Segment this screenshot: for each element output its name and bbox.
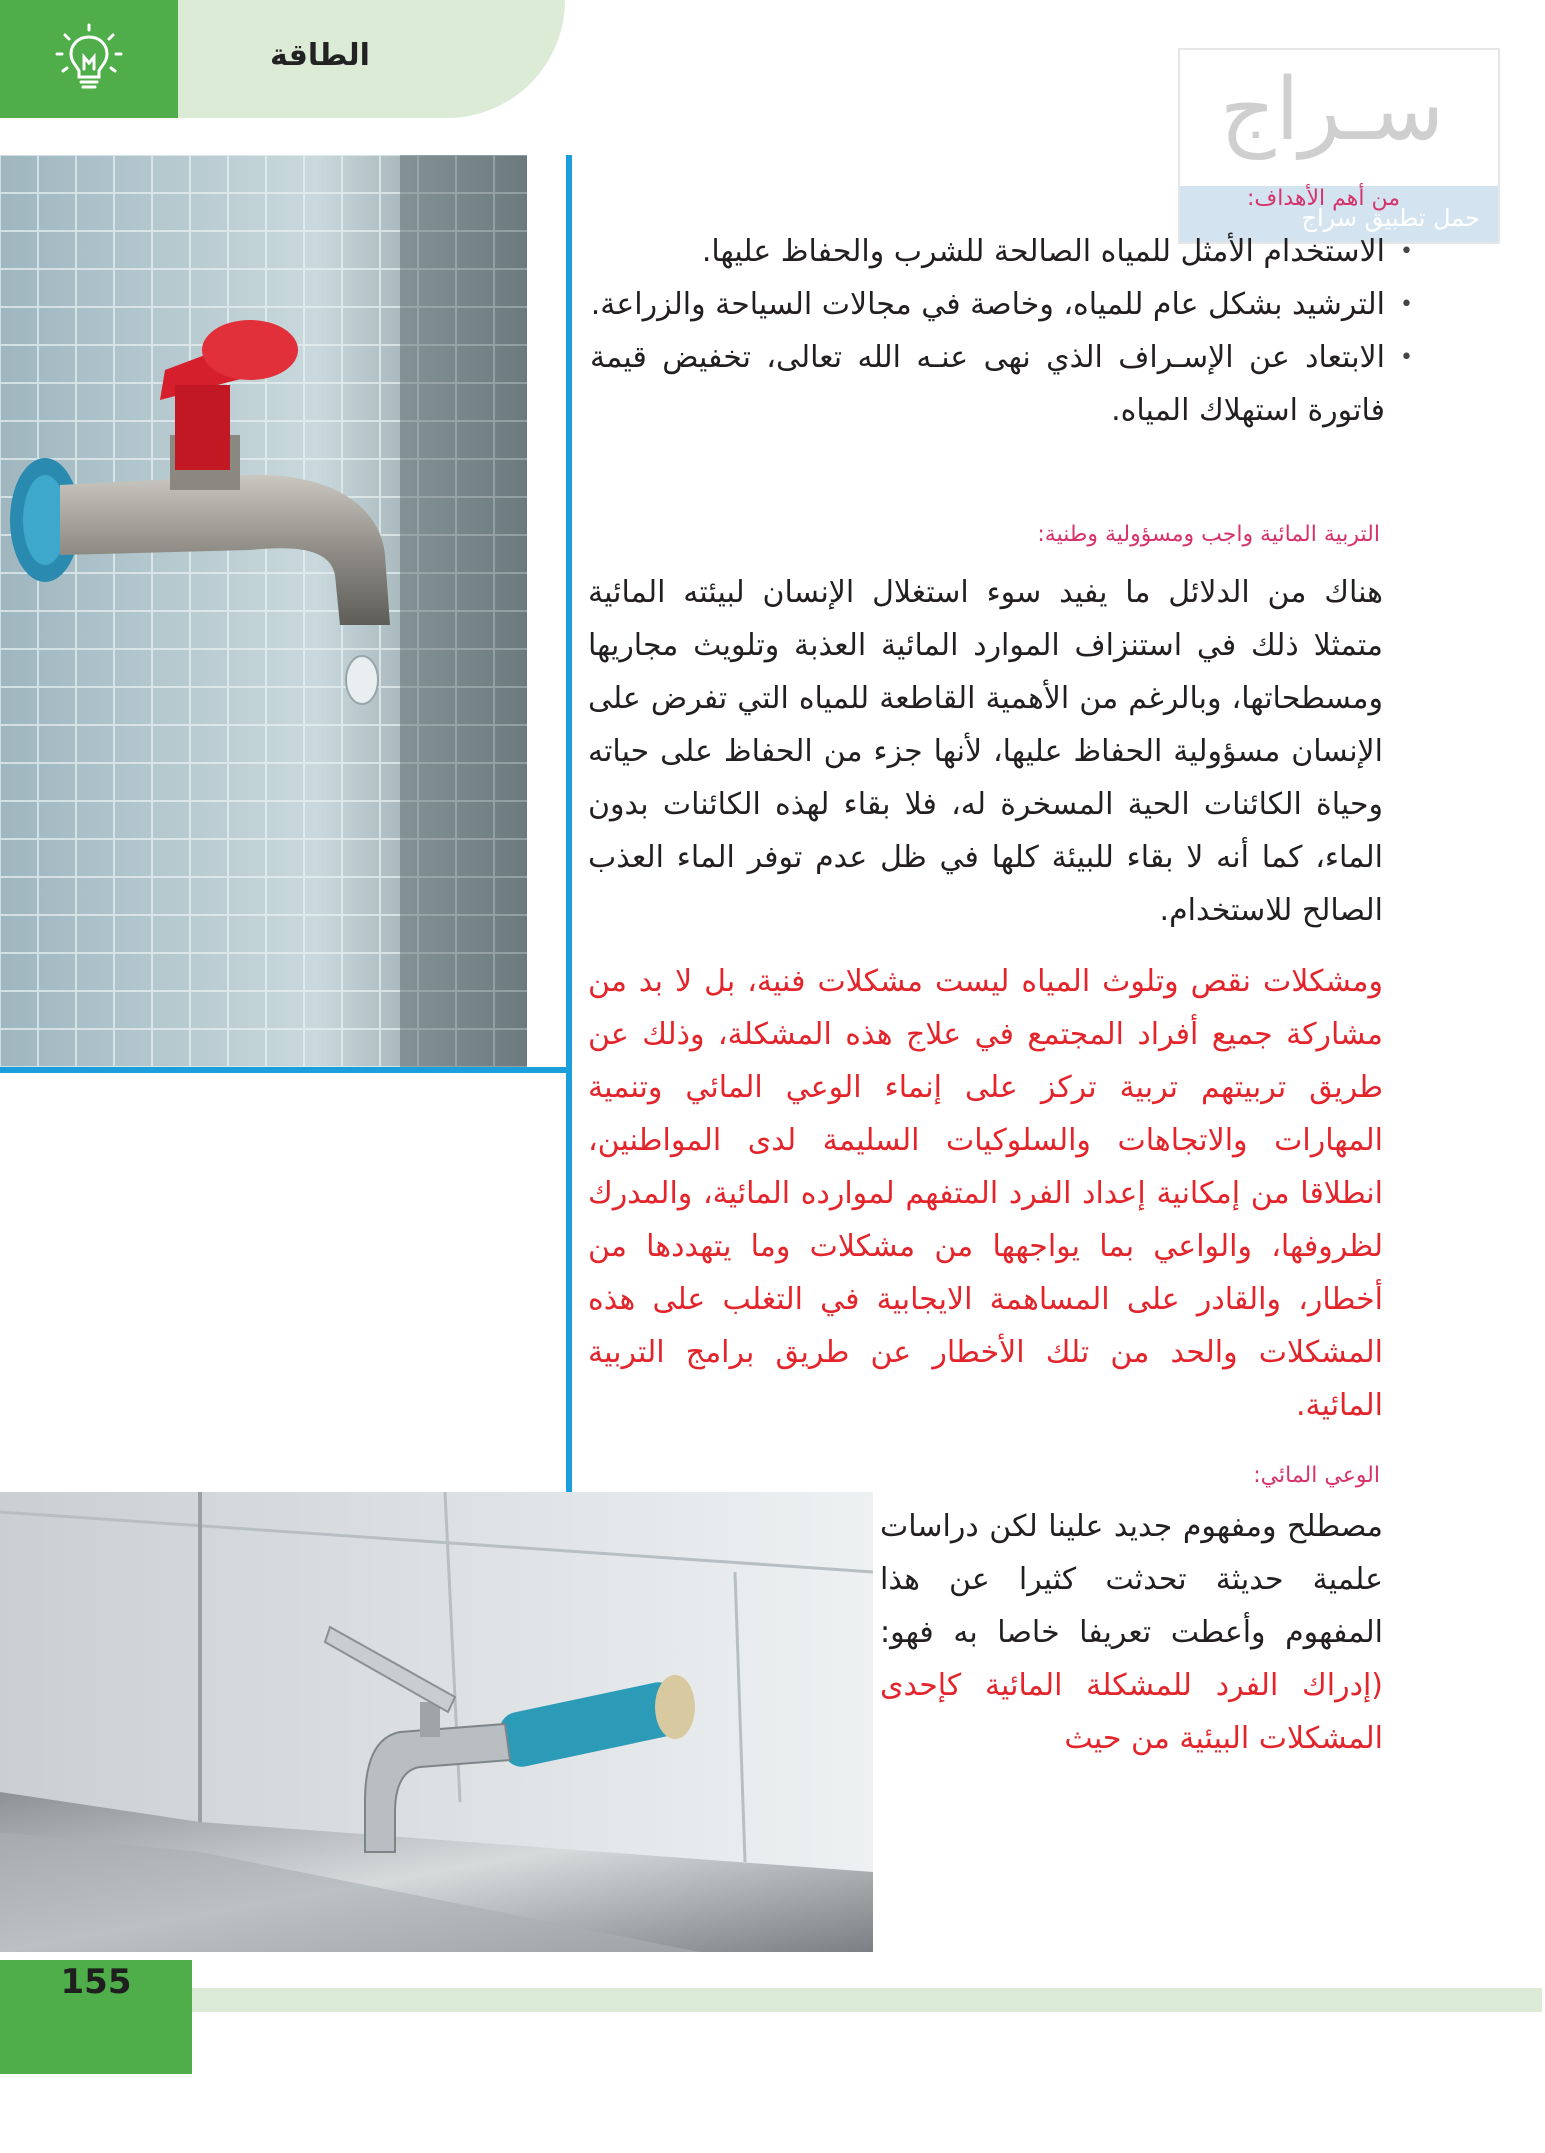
water-awareness-heading: الوعي المائي: <box>1253 1463 1380 1488</box>
page-number: 155 <box>60 1962 132 2002</box>
list-item: • الترشيد بشكل عام للمياه، وخاصة في مجالات السياحة والزراعة. <box>590 278 1385 331</box>
red-faucet-photo <box>0 155 527 1067</box>
water-problems-paragraph: ومشكلات نقص وتلوث المياه ليست مشكلات فنية، بل لا بد من مشاركة جميع أفراد المجتمع في علاج هذه المشكلة، وذلك عن طريق تربيتهم تربية تركز على إنماء الوعي المائي وتنمية المهارات والاتجاهات والسلوكيات السليمة لدى المواطنين، انطلاقا من إمكانية إعداد الفرد المتفهم لموارده المائية، والمدرك لظروفها، والواعي بما يواجهها من مشكلات وما يتهددها من أخطار، والقادر على المساهمة الايجابية في التغلب على هذه المشكلات والحد من تلك الأخطار عن طريق برامج التربية المائية. <box>588 964 1383 1423</box>
goals-heading: من أهم الأهداف: <box>1246 186 1400 211</box>
goals-list <box>590 225 1411 437</box>
chapter-icon-box <box>0 0 178 118</box>
list-item: • الاستخدام الأمثل للمياه الصالحة للشرب والحفاظ عليها. <box>590 225 1385 278</box>
photo-frame-horizontal <box>0 1067 572 1073</box>
awareness-text: مصطلح ومفهوم جديد علينا لكن دراسات علمية حديثة تحدثت كثيرا عن هذا المفهوم وأعطت تعريفا خاصا به فهو: <box>880 1509 1383 1650</box>
list-item: • الابتعاد عن الإسـراف الذي نهى عنـه الله تعالى، تخفيض قيمة فاتورة استهلاك المياه. <box>590 331 1385 437</box>
photo-frame-vertical <box>566 155 572 1497</box>
chapter-title: الطاقة <box>270 38 370 73</box>
water-education-paragraph: هناك من الدلائل ما يفيد سوء استغلال الإنسان لبيئته المائية متمثلا ذلك في استنزاف الموارد المائية العذبة وتلويث مجاريها ومسطحاتها، وبالرغم من الأهمية القاطعة للمياه التي تفرض على الإنسان مسؤولية الحفاظ عليها، لأنها جزء من الحفاظ على حياته وحياة الكائنات الحية المسخرة له، فلا بقاء لهذه الكائنات بدون الماء، كما أنه لا بقاء للبيئة كلها في ظل عدم توفر الماء العذب الصالح للاستخدام. <box>588 575 1383 928</box>
siraj-logo <box>1178 48 1500 244</box>
water-education-heading: التربية المائية واجب ومسؤولية وطنية: <box>1037 522 1380 547</box>
logo-tagline: حمل تطبيق سراج <box>1301 204 1480 232</box>
water-awareness-paragraph <box>880 1500 1383 1765</box>
footer-bar <box>192 1988 1542 2012</box>
sink-faucet-photo <box>0 1492 873 1952</box>
lightbulb-icon <box>49 19 129 99</box>
awareness-definition: (إدراك الفرد للمشكلة المائية كإحدى المشكلات البيئية من حيث <box>880 1668 1383 1756</box>
logo-word: سـراج <box>1220 60 1445 160</box>
